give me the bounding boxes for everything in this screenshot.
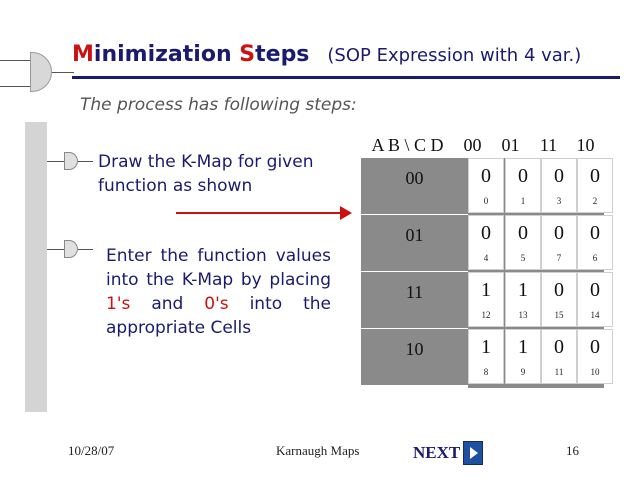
kmap-col-header: 11 [530,133,567,158]
kmap-cell-index: 14 [590,310,600,320]
kmap-row-label: 11 [361,272,468,328]
bullet-line-2b [78,249,93,250]
kmap-cell-value: 1 [481,279,491,301]
bullet-line-1 [47,161,64,162]
kmap-cell-value: 0 [554,165,564,187]
kmap-corner-label: A B \ C D [361,133,454,158]
kmap-row-label: 00 [361,158,468,214]
kmap-cell-value: 0 [554,336,564,358]
footer-page-number: 16 [566,443,579,458]
kmap-cell [541,215,577,270]
kmap-cell-index: 11 [554,367,564,377]
decor-top-line-2 [0,86,30,87]
step-2-part-c: into the appropriate Cells [106,294,331,338]
kmap-cell-index: 12 [481,310,491,320]
step-2-ones: 1's [106,294,131,314]
kmap-cell [468,158,504,213]
kmap-cell-index: 13 [518,310,528,320]
bullet-gate-icon-2 [64,240,78,258]
kmap-table [361,133,604,388]
bullet-line-2 [47,249,64,250]
kmap-cell-index: 7 [556,253,562,263]
kmap-cell-value: 0 [481,165,491,187]
kmap-cell-index: 3 [556,196,562,206]
kmap-cell-value: 0 [481,222,491,244]
pointer-arrow-line [176,212,342,214]
decor-top-line [0,60,30,61]
step-2-part-b: and [130,294,205,314]
next-arrow-icon [463,441,483,465]
logic-gate-icon [30,52,52,92]
bullet-line-1b [78,161,93,162]
kmap-cell-index: 2 [592,196,598,206]
footer-date: 10/28/07 [68,443,115,458]
bullet-gate-icon-1 [64,152,78,170]
kmap-cell-value: 1 [481,336,491,358]
kmap-cell-value: 0 [518,165,528,187]
kmap-cell [577,215,613,270]
kmap-cell-value: 1 [518,336,528,358]
kmap-cell-index: 6 [592,253,598,263]
title-cap-s: S [239,42,256,67]
kmap-col-header: 00 [454,133,491,158]
step-2-zeros: 0's [204,294,229,314]
kmap-cell [541,158,577,213]
kmap-cell [505,329,541,384]
kmap-col-header: 01 [492,133,529,158]
kmap-cell-index: 5 [520,253,526,263]
intro-text: The process has following steps: [80,95,357,115]
kmap-cell [541,329,577,384]
next-label: NEXT [413,443,461,462]
kmap-cell [505,272,541,327]
kmap-row-label: 10 [361,329,468,385]
kmap-cell [505,215,541,270]
step-2-text [106,244,331,340]
footer-topic: Karnaugh Maps [276,443,360,458]
kmap-cell [468,272,504,327]
kmap-cell [468,215,504,270]
title-underline [72,76,620,79]
kmap-cell-index: 4 [483,253,489,263]
title-rest-2: teps [255,42,310,67]
kmap-cell-value: 0 [590,279,600,301]
kmap-cell-index: 9 [520,367,526,377]
kmap-cell-value: 0 [590,222,600,244]
step-1-text: Draw the K-Map for given function as shown [98,152,314,196]
kmap-cell-index: 8 [483,367,489,377]
next-button[interactable] [413,441,483,465]
kmap-row-label: 01 [361,215,468,271]
pointer-arrow-head [340,206,352,220]
kmap-cell-value: 0 [590,336,600,358]
step-2-part-a: Enter the function values into the K-Map by placing [106,246,331,290]
kmap-cell [577,272,613,327]
decor-gate-out-line [52,72,74,73]
kmap-cell-value: 0 [518,222,528,244]
kmap-cell [577,158,613,213]
kmap-col-header: 10 [567,133,604,158]
kmap-cell [505,158,541,213]
slide-title [72,42,581,67]
kmap-cell [577,329,613,384]
side-bar [25,122,47,412]
title-rest-1: inimization [93,42,240,67]
kmap-cell-index: 10 [590,367,600,377]
kmap-cell-value: 0 [554,279,564,301]
title-cap-m: M [72,42,94,67]
title-subtitle: (SOP Expression with 4 var.) [327,45,582,66]
kmap-cell-value: 0 [590,165,600,187]
kmap-cell-index: 0 [483,196,489,206]
kmap-cell [468,329,504,384]
kmap-cell-index: 1 [520,196,526,206]
kmap-cell-index: 15 [554,310,564,320]
kmap-cell-value: 0 [554,222,564,244]
kmap-cell-value: 1 [518,279,528,301]
kmap-cell [541,272,577,327]
